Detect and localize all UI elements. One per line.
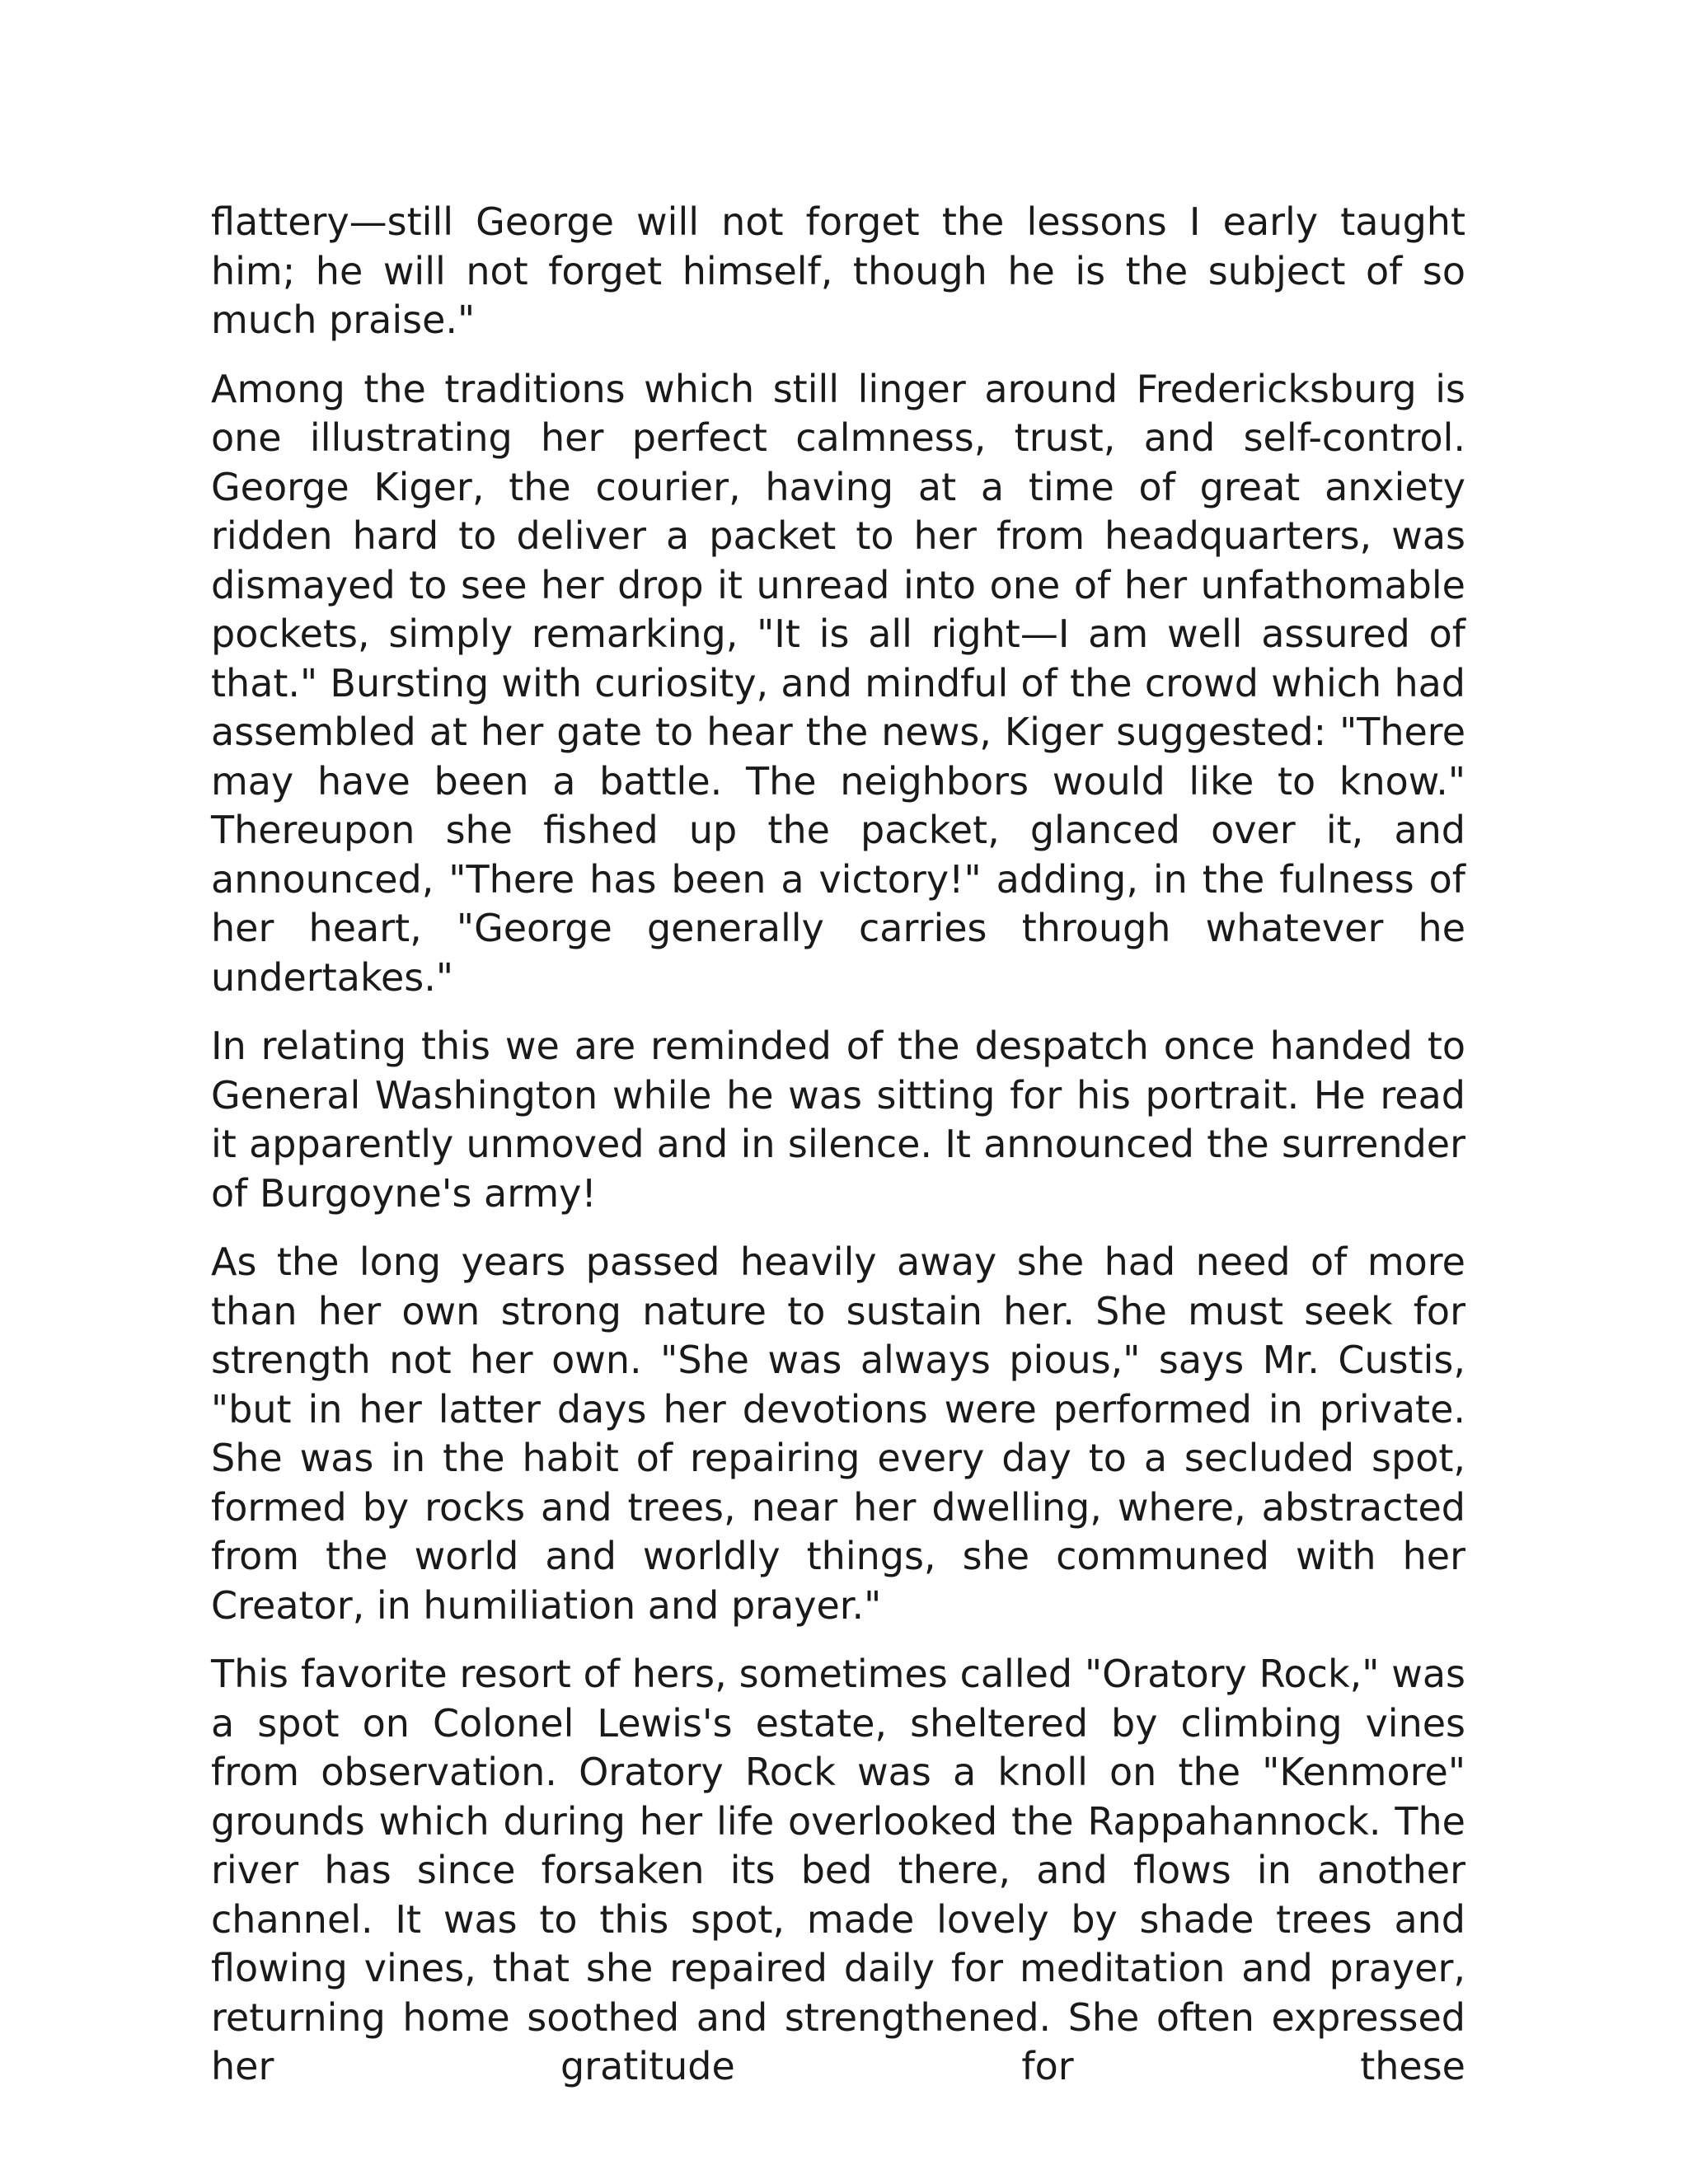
- paragraph-2: Among the traditions which still linger around Fredericksburg is one illustrating her perfect calmness, trust, and self-control. George Kiger, the courier, having at a time of great anxiety ridden hard to deliver a packet to her from headquarters, was dismayed to see her drop it unread into one of her unfathomable pockets, simply remarking, "It is all right—I am well assured of that." Bursting with curiosity, and mindful of the crowd which had assembled at her gate to hear the news, Kiger suggested: "There may have been a battle. The neighbors would like to know." Thereupon she fished up the packet, glanced over it, and announced, "There has been a victory!" adding, in the fulness of her heart, "George generally carries through whatever he undertakes.": [211, 366, 1465, 1000]
- paragraph-3: In relating this we are reminded of the despatch once handed to General Washington while he was sitting for his portrait. He read it apparently unmoved and in silence. It announced the surrender of Burgoyne's army!: [211, 1024, 1465, 1216]
- page-body: [211, 198, 1465, 2111]
- paragraph-5: This favorite resort of hers, sometimes called "Oratory Rock," was a spot on Colonel Lewis's estate, sheltered by climbing vines from observation. Oratory Rock was a knoll on the "Kenmore" grounds which during her life overlooked the Rappahannock. The river has since forsaken its bed there, and flows in another channel. It was to this spot, made lovely by shade trees and flowing vines, that she repaired daily for meditation and prayer, returning home soothed and strengthened. She often expressed her gratitude for these: [211, 1652, 1465, 2088]
- paragraph-1: flattery—still George will not forget the lessons I early taught him; he will not forget himself, though he is the subject of so much praise.": [211, 199, 1465, 342]
- paragraph-4: As the long years passed heavily away she had need of more than her own strong nature to sustain her. She must seek for strength not her own. "She was always pious," says Mr. Custis, "but in her latter days her devotions were performed in private. She was in the habit of repairing every day to a secluded spot, formed by rocks and trees, near her dwelling, where, abstracted from the world and worldly things, she communed with her Creator, in humiliation and prayer.": [211, 1240, 1465, 1628]
